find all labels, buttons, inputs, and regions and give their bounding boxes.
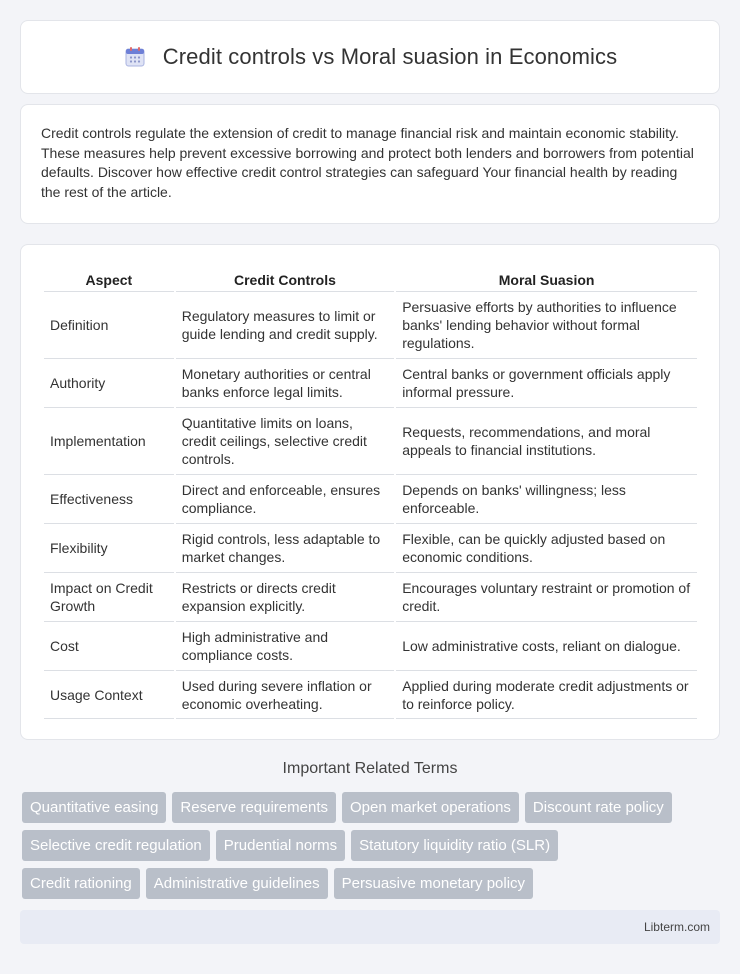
cell-aspect: Flexibility bbox=[44, 523, 174, 572]
related-term-tag[interactable]: Persuasive monetary policy bbox=[334, 868, 533, 899]
header-aspect: Aspect bbox=[85, 272, 133, 288]
cell-aspect: Authority bbox=[44, 358, 174, 407]
table-row bbox=[44, 572, 697, 621]
cell-moral-suasion: Central banks or government officials apply informal pressure. bbox=[396, 358, 697, 407]
related-term-tag[interactable]: Selective credit regulation bbox=[22, 830, 210, 861]
table-row bbox=[44, 621, 697, 670]
cell-moral-suasion: Applied during moderate credit adjustments or to reinforce policy. bbox=[396, 670, 697, 719]
title-card bbox=[20, 20, 720, 94]
intro-text: Credit controls regulate the extension of credit to manage financial risk and maintain economic stability. These measures help prevent excessive borrowing and protect both lenders and borrowers from potential defaults. Discover how effective credit control strategies can safeguard Your financial health by reading the rest of the article. bbox=[41, 125, 694, 200]
cell-aspect: Effectiveness bbox=[44, 474, 174, 523]
cell-aspect: Implementation bbox=[44, 407, 174, 474]
page-title: Credit controls vs Moral suasion in Economics bbox=[162, 44, 618, 69]
cell-credit-controls: Rigid controls, less adaptable to market changes. bbox=[176, 523, 394, 572]
table-header-row bbox=[44, 263, 697, 291]
related-term-tag[interactable]: Prudential norms bbox=[216, 830, 345, 861]
cell-moral-suasion: Low administrative costs, reliant on dialogue. bbox=[396, 621, 697, 670]
table-row bbox=[44, 523, 697, 572]
related-terms-title: Important Related Terms bbox=[282, 760, 458, 777]
tag-row bbox=[22, 868, 722, 899]
comparison-table bbox=[42, 263, 699, 719]
tag-row bbox=[22, 792, 722, 823]
header-moral-suasion: Moral Suasion bbox=[498, 272, 595, 288]
cell-credit-controls: Restricts or directs credit expansion explicitly. bbox=[176, 572, 394, 621]
cell-credit-controls: Quantitative limits on loans, credit ceilings, selective credit controls. bbox=[176, 407, 394, 474]
cell-credit-controls: Monetary authorities or central banks enforce legal limits. bbox=[176, 358, 394, 407]
cell-aspect: Impact on Credit Growth bbox=[44, 572, 174, 621]
cell-moral-suasion: Requests, recommendations, and moral appeals to financial institutions. bbox=[396, 407, 697, 474]
cell-moral-suasion: Encourages voluntary restraint or promotion of credit. bbox=[396, 572, 697, 621]
cell-credit-controls: Used during severe inflation or economic overheating. bbox=[176, 670, 394, 719]
cell-credit-controls: Direct and enforceable, ensures compliance. bbox=[176, 474, 394, 523]
related-term-tag[interactable]: Open market operations bbox=[342, 792, 519, 823]
cell-aspect: Cost bbox=[44, 621, 174, 670]
footer bbox=[20, 910, 720, 944]
table-row bbox=[44, 670, 697, 719]
cell-aspect: Usage Context bbox=[44, 670, 174, 719]
intro-card bbox=[20, 104, 720, 224]
table-row bbox=[44, 474, 697, 523]
tag-row bbox=[22, 830, 722, 861]
related-term-tag[interactable]: Statutory liquidity ratio (SLR) bbox=[351, 830, 558, 861]
footer-site-link[interactable]: Libterm.com bbox=[643, 920, 710, 934]
cell-credit-controls: High administrative and compliance costs. bbox=[176, 621, 394, 670]
related-term-tag[interactable]: Quantitative easing bbox=[22, 792, 166, 823]
related-term-tag[interactable]: Credit rationing bbox=[22, 868, 140, 899]
cell-aspect: Definition bbox=[44, 291, 174, 358]
table-row bbox=[44, 358, 697, 407]
related-term-tag[interactable]: Discount rate policy bbox=[525, 792, 672, 823]
comparison-card bbox=[20, 244, 720, 740]
table-row bbox=[44, 407, 697, 474]
related-terms-list bbox=[22, 792, 722, 906]
calendar-icon bbox=[123, 45, 147, 69]
header-credit-controls: Credit Controls bbox=[234, 272, 336, 288]
cell-moral-suasion: Flexible, can be quickly adjusted based on economic conditions. bbox=[396, 523, 697, 572]
table-row bbox=[44, 291, 697, 358]
related-term-tag[interactable]: Reserve requirements bbox=[172, 792, 336, 823]
cell-credit-controls: Regulatory measures to limit or guide lending and credit supply. bbox=[176, 291, 394, 358]
cell-moral-suasion: Depends on banks' willingness; less enforceable. bbox=[396, 474, 697, 523]
cell-moral-suasion: Persuasive efforts by authorities to influence banks' lending behavior without formal regulations. bbox=[396, 291, 697, 358]
related-term-tag[interactable]: Administrative guidelines bbox=[146, 868, 328, 899]
